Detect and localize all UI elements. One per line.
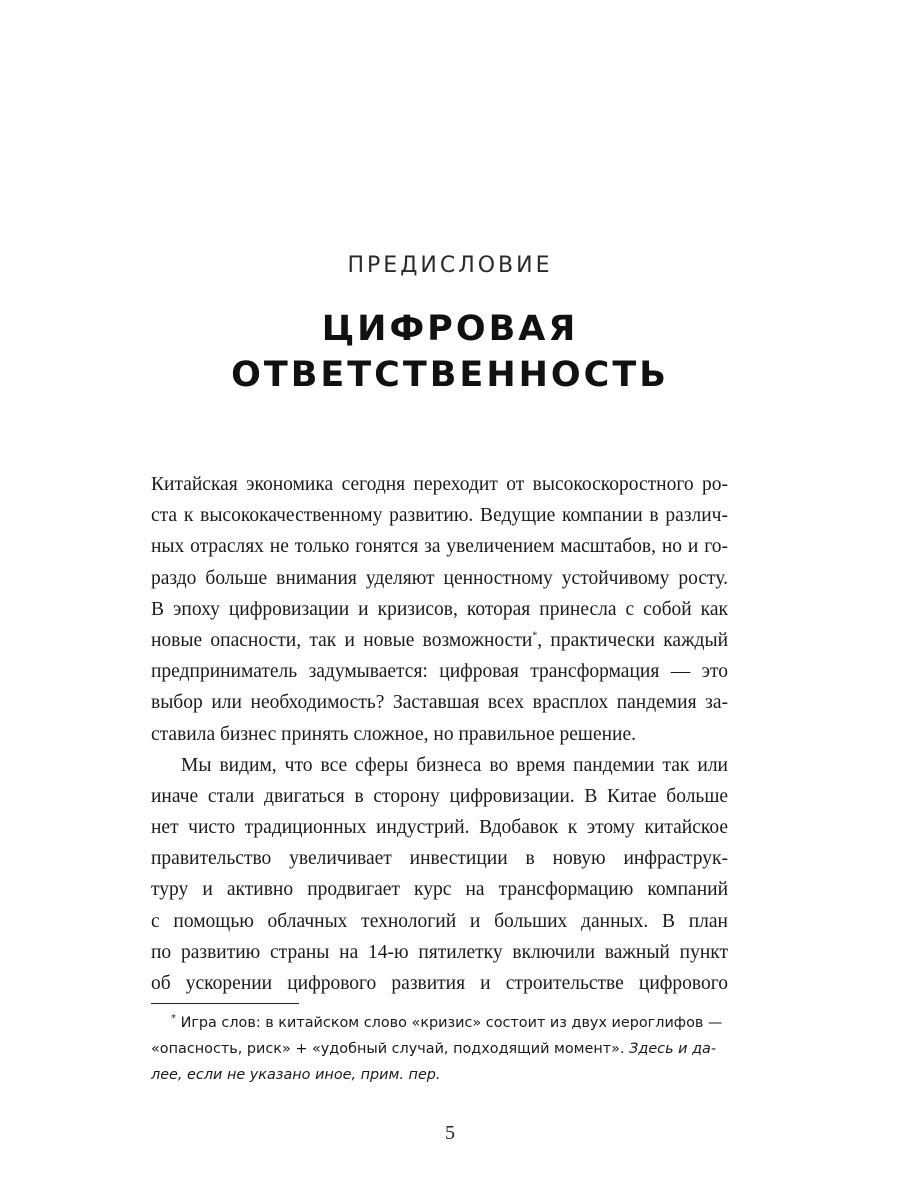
body-line: ста к высококачественному развитию. Ведущие компании в различ- [151, 505, 728, 527]
body-line: предприниматель задумывается: цифровая трансформация — это [151, 661, 728, 683]
footnote-divider [151, 1003, 299, 1004]
chapter-title-line-2: ОТВЕТСТВЕННОСТЬ [231, 355, 669, 395]
body-text [151, 469, 728, 999]
body-line: иначе стали двигаться в сторону цифровизации. В Китае больше [151, 785, 728, 807]
footnote-text: Игра слов: в китайском слово «кризис» состоит из двух иероглифов — [180, 1015, 723, 1031]
body-text-fragment: , практически каждый [537, 629, 729, 651]
footnote-line [151, 1010, 728, 1036]
body-line: Китайская экономика сегодня переходит от высокоскоростного ро- [151, 474, 728, 495]
footnote-note-italic: лее, если не указано иное, прим. пер. [151, 1067, 441, 1083]
body-line: ставила бизнес принять сложное, но правильное решение. [151, 723, 637, 745]
body-line-with-footnote [151, 625, 728, 656]
footnote [151, 1010, 728, 1088]
footnote-marker: * [171, 1013, 176, 1025]
body-line: по развитию страны на 14-ю пятилетку включили важный пункт [151, 941, 728, 963]
footnote-reference-marker[interactable]: * [532, 630, 538, 642]
footnote-text: «опасность, риск» + «удобный случай, подходящий момент». [151, 1041, 625, 1057]
footnote-line [151, 1062, 728, 1088]
chapter-kicker: ПРЕДИСЛОВИЕ [347, 253, 553, 278]
chapter-title-line-1: ЦИФРОВАЯ [321, 309, 579, 349]
footnote-note-italic: Здесь и да- [629, 1041, 717, 1057]
chapter-title [0, 306, 900, 398]
body-line: Мы видим, что все сферы бизнеса во время пандемии так или [181, 754, 728, 776]
body-line: правительство увеличивает инвестиции в новую инфраструк- [151, 848, 728, 870]
body-line: с помощью облачных технологий и больших данных. В план [151, 910, 728, 932]
body-line: ных отраслях не только гонятся за увеличением масштабов, но и го- [151, 536, 728, 558]
page-number: 5 [445, 1122, 455, 1144]
body-line: раздо больше внимания уделяют ценностному устойчивому росту. [151, 567, 728, 589]
body-line: выбор или необходимость? Заставшая всех врасплох пандемия за- [151, 692, 728, 714]
body-text-fragment: новые опасности, так и новые возможности [151, 629, 533, 651]
body-line: туру и активно продвигает курс на трансформацию компаний [151, 879, 728, 901]
footnote-line [151, 1036, 728, 1062]
body-line: об ускорении цифрового развития и строительстве цифрового [151, 973, 728, 994]
body-line: нет чисто традиционных индустрий. Вдобавок к этому китайское [151, 817, 728, 839]
body-line: В эпоху цифровизации и кризисов, которая принесла с собой как [151, 598, 728, 620]
